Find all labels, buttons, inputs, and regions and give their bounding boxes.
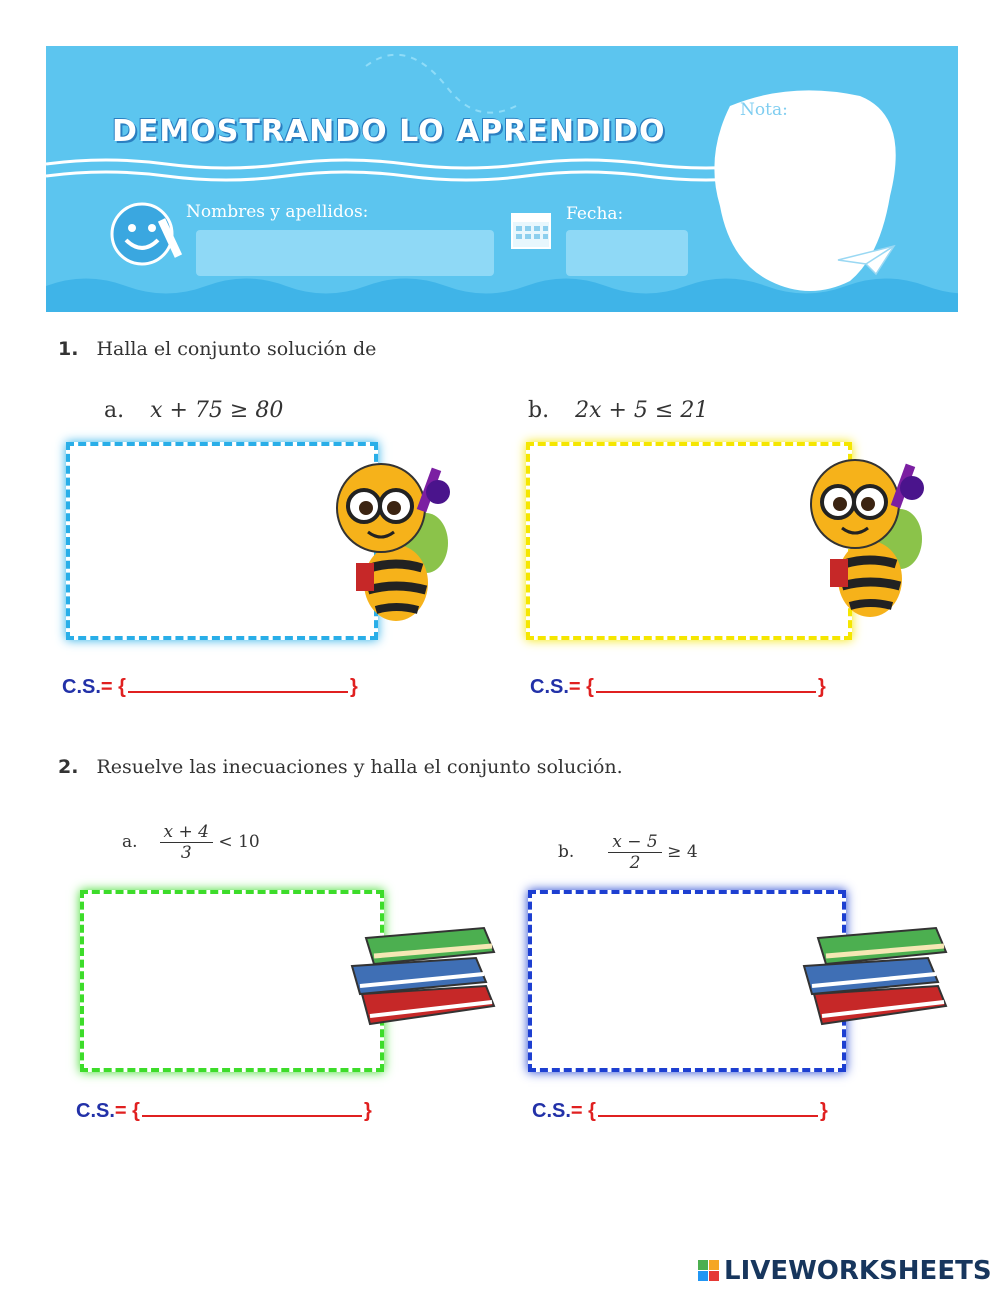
calendar-icon: [510, 206, 554, 252]
header-banner: [46, 46, 958, 312]
paper-plane-icon: [836, 242, 896, 278]
question-1-title: [58, 338, 376, 360]
question-2a-fraction: $\frac{x + 4}{3}$: [160, 822, 213, 863]
name-label: Nombres y apellidos:: [186, 202, 369, 222]
solution-set-1a-input[interactable]: [128, 677, 348, 693]
solution-set-1a: C.S.= { }: [62, 676, 358, 698]
smiley-pencil-icon: [108, 198, 188, 268]
question-1-prompt: Halla el conjunto solución de: [96, 338, 377, 360]
bee-icon: [800, 444, 944, 620]
question-2a: a. $\frac{x + 4}{3}$ < 10: [122, 822, 260, 863]
books-icon: [798, 924, 952, 1034]
question-1b-letter: b.: [528, 398, 550, 423]
question-1b: [528, 398, 708, 423]
solution-set-1b: C.S.= { }: [530, 676, 826, 698]
liveworksheets-logo-icon: [698, 1260, 720, 1282]
date-label: Fecha:: [566, 204, 624, 224]
books-icon: [346, 924, 500, 1034]
question-1-number: 1.: [58, 338, 79, 360]
solution-set-1b-input[interactable]: [596, 677, 816, 693]
solution-set-2b-input[interactable]: [598, 1101, 818, 1117]
grade-label: Nota:: [740, 100, 788, 120]
solution-set-2a: C.S.= { }: [76, 1100, 372, 1122]
question-1a-letter: a.: [104, 398, 125, 423]
question-2b: b. $\frac{x - 5}{2}$ ≥ 4: [558, 832, 698, 873]
question-1b-expression: 2x + 5 ≤ 21: [575, 398, 709, 423]
brand-text: LIVEWORKSHEETS: [724, 1256, 992, 1286]
question-2a-letter: a.: [122, 832, 138, 852]
solution-set-2b: C.S.= { }: [532, 1100, 828, 1122]
worksheet-title: DEMOSTRANDO LO APRENDIDO: [112, 114, 666, 149]
answer-box-2a[interactable]: [80, 890, 384, 1072]
solution-set-2a-input[interactable]: [142, 1101, 362, 1117]
question-2-number: 2.: [58, 756, 79, 778]
name-input[interactable]: [196, 230, 494, 276]
question-2b-fraction: $\frac{x - 5}{2}$: [608, 832, 661, 873]
question-2b-letter: b.: [558, 842, 575, 862]
question-2-prompt: Resuelve las inecuaciones y halla el conjunto solución.: [96, 756, 623, 778]
question-1a: [104, 398, 283, 423]
question-1a-expression: x + 75 ≥ 80: [150, 398, 284, 423]
question-2-title: [58, 756, 623, 778]
bee-icon: [326, 448, 470, 624]
date-input[interactable]: [566, 230, 688, 276]
